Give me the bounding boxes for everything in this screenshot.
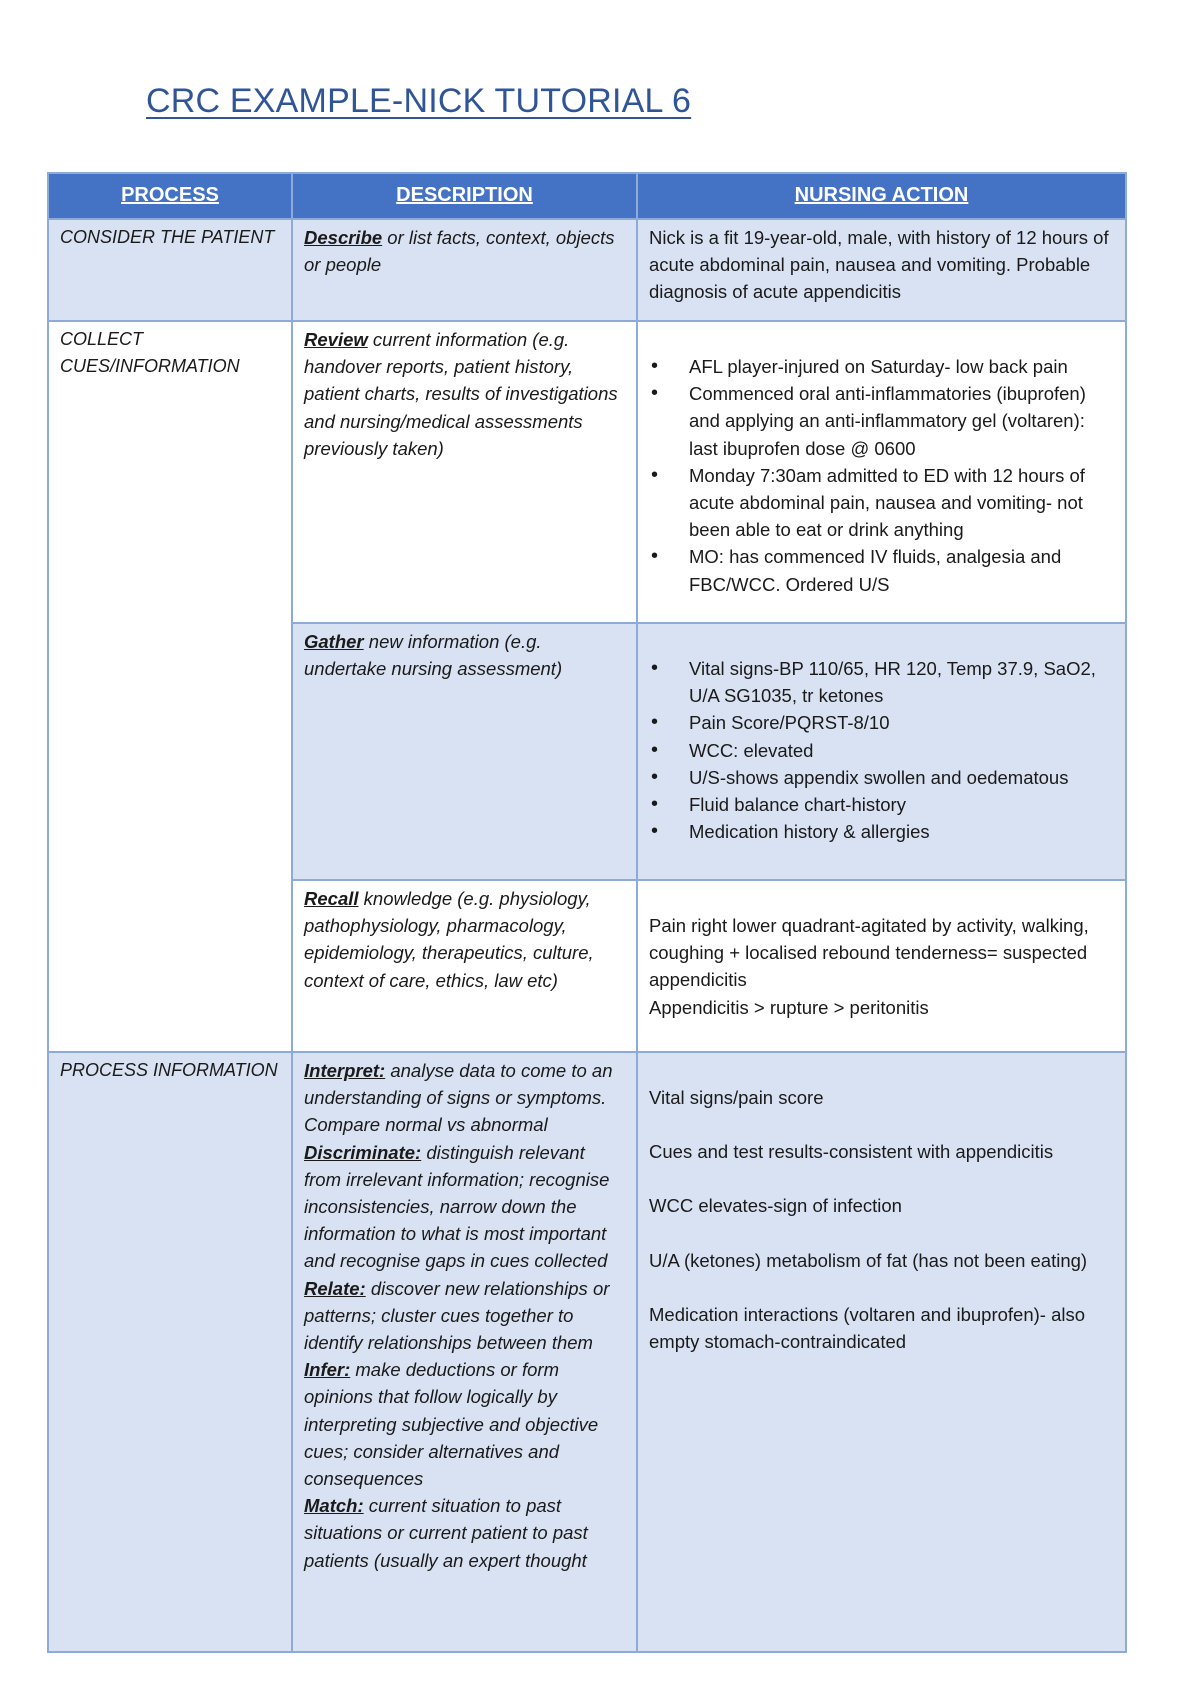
- desc-key: Discriminate:: [304, 1141, 422, 1163]
- list-item: • Monday 7:30am admitted to ED with 12 hours of acute abdominal pain, nausea and vomiting- not been able to eat or drink anything: [689, 462, 1114, 544]
- header-description: DESCRIPTION: [292, 173, 637, 219]
- action-line: Medication interactions (voltaren and ibuprofen)- also empty stomach-contraindicated: [649, 1303, 1086, 1353]
- desc-text: new information (e.g. undertake nursing assessment): [304, 631, 563, 680]
- desc-text: make deductions or form opinions that follow logically by interpreting subjective and objective cues; consider alternatives and consequences: [304, 1359, 599, 1490]
- list-item: • Medication history & allergies: [689, 818, 1114, 845]
- action-gather: [637, 623, 1126, 880]
- desc-consider: [292, 219, 637, 321]
- desc-text: discover new relationships or patterns; cluster cues together to identify relationships between them: [304, 1277, 610, 1354]
- process-consider: CONSIDER THE PATIENT: [48, 219, 292, 321]
- desc-gather: [292, 623, 637, 880]
- row-review: [48, 321, 1126, 623]
- header-nursing-action: NURSING ACTION: [637, 173, 1126, 219]
- page-title: CRC EXAMPLE-NICK TUTORIAL 6: [146, 82, 692, 120]
- desc-text: current situation to past situations or current patient to past patients (usually an expert thought: [304, 1495, 588, 1571]
- header-row: [48, 173, 1126, 219]
- list-item: • Commenced oral anti-inflammatories (ibuprofen) and applying an anti-inflammatory gel (voltaren): last ibuprofen dose @ 0600: [689, 380, 1114, 462]
- list-item: • U/S-shows appendix swollen and oedematous: [689, 764, 1114, 791]
- desc-text: current information (e.g. handover reports, patient history, patient charts, results of investigations and nursing/medical assessments previously taken): [304, 329, 618, 459]
- list-item: • Fluid balance chart-history: [689, 791, 1114, 818]
- list-item: • Vital signs-BP 110/65, HR 120, Temp 37.9, SaO2, U/A SG1035, tr ketones: [689, 655, 1114, 709]
- desc-key: Match:: [304, 1495, 364, 1517]
- action-line: Vital signs/pain score: [649, 1087, 824, 1108]
- action-line: Cues and test results-consistent with appendicitis: [649, 1141, 1054, 1163]
- action-process: [637, 1052, 1126, 1652]
- desc-key: Interpret:: [304, 1060, 386, 1081]
- process-process: PROCESS INFORMATION: [48, 1052, 292, 1652]
- desc-key: Recall: [304, 888, 359, 909]
- desc-key: Infer:: [304, 1359, 351, 1381]
- crc-table: [47, 172, 1127, 1653]
- desc-text: distinguish relevant from irrelevant information; recognise inconsistencies, narrow down the information to what is most important and recognise gaps in cues collected: [304, 1141, 610, 1272]
- desc-process: [292, 1052, 637, 1652]
- desc-text: analyse data to come to an understanding of signs or symptoms. Compare normal vs abnormal: [304, 1060, 613, 1136]
- action-line: WCC elevates-sign of infection: [649, 1195, 902, 1217]
- action-consider: Nick is a fit 19-year-old, male, with history of 12 hours of acute abdominal pain, nausea and vomiting. Probable diagnosis of acute appendicitis: [637, 219, 1126, 321]
- row-process: [48, 1052, 1126, 1652]
- recall-line: Pain right lower quadrant-agitated by activity, walking, coughing + localised rebound tenderness= suspected appendicitis: [649, 915, 1089, 991]
- review-list: [649, 353, 1114, 598]
- desc-key: Describe: [304, 227, 383, 248]
- list-item: • AFL player-injured on Saturday- low back pain: [689, 353, 1114, 380]
- desc-key: Relate:: [304, 1277, 366, 1299]
- desc-key: Review: [304, 329, 368, 350]
- desc-key: Gather: [304, 631, 364, 652]
- gather-list: [649, 655, 1114, 845]
- desc-text: or list facts, context, objects or people: [304, 227, 615, 276]
- list-item: • Pain Score/PQRST-8/10: [689, 709, 1114, 736]
- row-consider: [48, 219, 1126, 321]
- desc-review: [292, 321, 637, 623]
- desc-recall: [292, 880, 637, 1052]
- header-process: PROCESS: [48, 173, 292, 219]
- action-recall: [637, 880, 1126, 1052]
- list-item: • WCC: elevated: [689, 737, 1114, 764]
- recall-line: Appendicitis > rupture > peritonitis: [649, 996, 929, 1018]
- list-item: • MO: has commenced IV fluids, analgesia and FBC/WCC. Ordered U/S: [689, 543, 1114, 597]
- desc-text: knowledge (e.g. physiology, pathophysiology, pharmacology, epidemiology, therapeutics, culture, context of care, ethics, law etc): [304, 888, 594, 991]
- process-collect: COLLECT CUES/INFORMATION: [48, 321, 292, 1052]
- action-line: U/A (ketones) metabolism of fat (has not been eating): [649, 1249, 1088, 1271]
- action-review: [637, 321, 1126, 623]
